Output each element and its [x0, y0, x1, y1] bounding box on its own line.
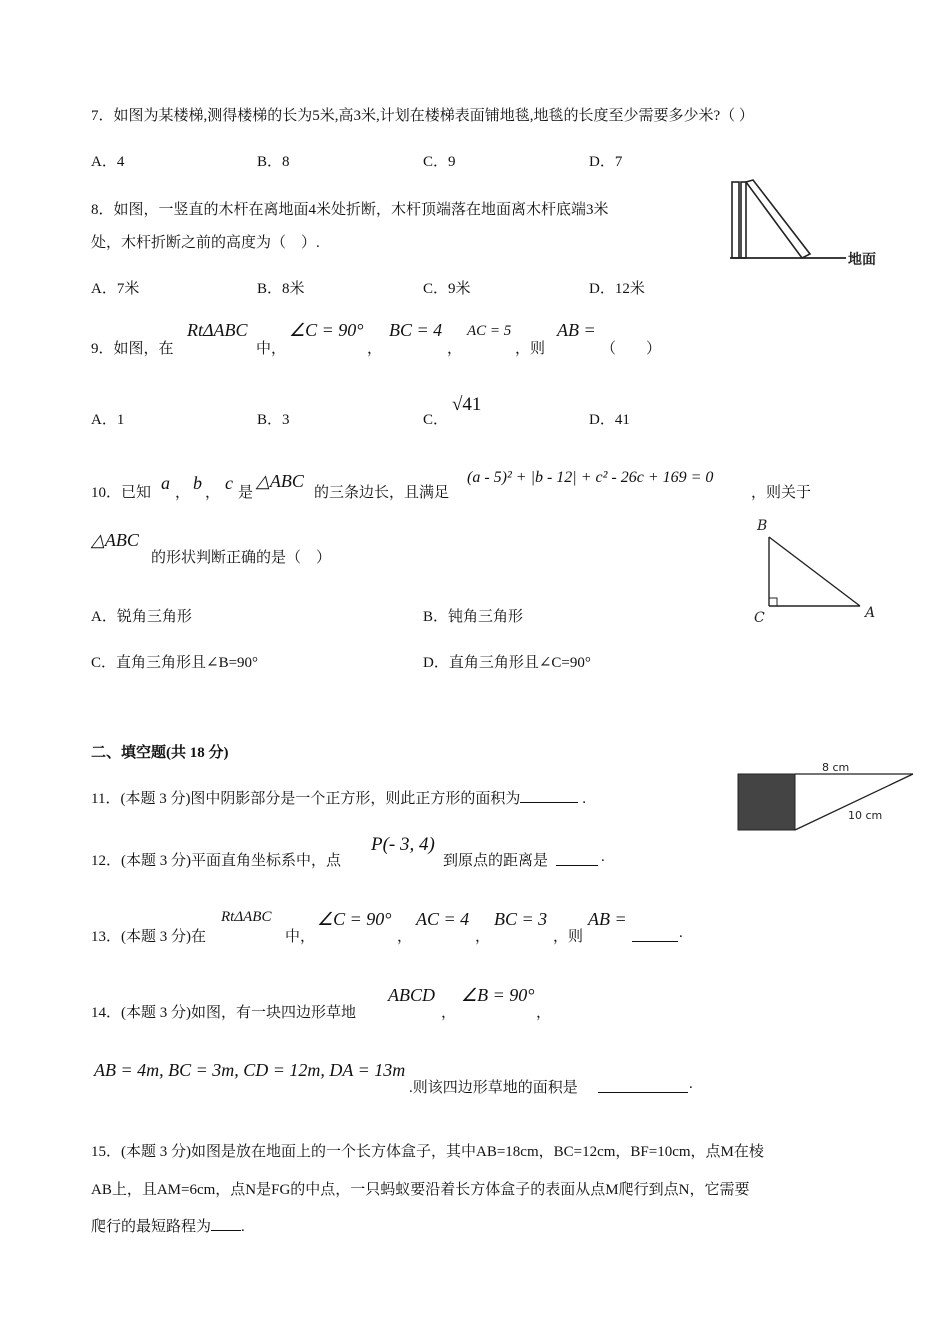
q14-prefix: 14．(本题 3 分)如图，有一块四边形草地: [91, 1005, 356, 1021]
q8-option-c: C．9米: [423, 281, 471, 297]
pole-left: [732, 182, 739, 258]
q9-mid: 中，: [256, 341, 287, 357]
section-2-title: 二、填空题(共 18 分): [91, 745, 229, 761]
q14-line2: [91, 1058, 791, 1098]
q15-line2: AB上，且AM=6cm，点N是FG的中点，一只蚂蚁要沿着长方体盒子的表面从点M爬行到点N，它需要: [91, 1182, 750, 1198]
q14-equation: AB = 4m, BC = 3m, CD = 12m, DA = 13m: [94, 1060, 406, 1080]
q9-ac: AC = 5: [467, 323, 512, 339]
q10-option-d: D．直角三角形且∠C=90°: [423, 655, 591, 671]
q13-end: .: [679, 925, 683, 941]
q15-line1: 15．(本题 3 分)如图是放在地面上的一个长方体盒子，其中AB=18cm，BC=12cm，BF=10cm，点M在棱: [91, 1144, 764, 1160]
q14-comma2: ，: [536, 1005, 552, 1021]
q13-prefix: 13．(本题 3 分)在: [91, 929, 206, 945]
q9-paren: （ ）: [601, 341, 662, 357]
q14-blank[interactable]: [598, 1078, 688, 1093]
q12-blank[interactable]: [556, 851, 598, 866]
shaded-square: [738, 774, 795, 830]
q13-mid: 中，: [285, 929, 316, 945]
q9-prefix: 9．如图，在: [91, 341, 174, 357]
q8-option-a: A．7米: [91, 281, 140, 297]
q10-line1: [91, 465, 851, 505]
q11-text: 11．(本题 3 分)图中阴影部分是一个正方形，则此正方形的面积为: [91, 791, 521, 807]
q8-option-d: D．12米: [589, 281, 645, 297]
q10-triangle: △ABC: [256, 471, 304, 491]
q13-triangle: RtΔABC: [221, 909, 272, 925]
q10-b: b: [193, 473, 202, 493]
q8-broken-pole-figure: [728, 176, 888, 271]
q10-comma1: ，: [175, 485, 191, 501]
q10-triangle2: △ABC: [91, 530, 139, 550]
q9-option-c: C．: [423, 412, 449, 428]
q15-line3-wrap: [91, 1215, 245, 1236]
q14-tail: .则该四边形草地的面积是: [409, 1080, 578, 1096]
q10-equation: (a - 5)² + |b - 12| + c² - 26c + 169 = 0: [467, 469, 714, 486]
pole-inner: [741, 182, 746, 258]
q10-is: 是: [238, 485, 254, 501]
q10-mid: 的三条边长，且满足: [314, 485, 450, 501]
q15-blank[interactable]: [211, 1216, 241, 1231]
q12-tail: 到原点的距离是: [443, 853, 549, 869]
q9-ab: AB =: [557, 320, 596, 340]
q12-prefix: 12．(本题 3 分)平面直角坐标系中，点: [91, 853, 341, 869]
q9-option-d: D．41: [589, 412, 630, 428]
q9-angle: ∠C = 90°: [289, 320, 364, 340]
q13-line: [91, 907, 791, 947]
q13-blank[interactable]: [632, 927, 678, 942]
q10-a: a: [161, 473, 170, 493]
q13-bc: BC = 3: [494, 909, 548, 929]
q9-sep2: ，: [447, 341, 463, 357]
q10-right-triangle-figure: [745, 515, 885, 630]
q9-option-a: A．1: [91, 412, 125, 428]
q10-line2-text: 的形状判断正确的是（ ）: [151, 550, 332, 566]
q7-text: 7．如图为某楼梯,测得楼梯的长为5米,高3米,计划在楼梯表面铺地毯,地毯的长度至少需要多少米?（ ）: [91, 108, 754, 124]
q13-angle: ∠C = 90°: [317, 909, 392, 929]
q10-tail: ，则关于: [751, 485, 812, 501]
q11-square-figure: [736, 760, 916, 835]
q14-comma: ，: [441, 1005, 457, 1021]
vertex-c-label: C: [754, 610, 765, 626]
q13-then: ，则: [553, 929, 584, 945]
q13-comma1: ，: [397, 929, 413, 945]
side-ab: [769, 537, 860, 606]
q8-option-b: B．8米: [257, 281, 305, 297]
q14-end: .: [689, 1076, 693, 1092]
q9-sqrt-41: √41: [452, 394, 482, 415]
q10-c: c: [225, 473, 233, 493]
q11-line: [91, 787, 586, 808]
q8-line1: 8．如图，一竖直的木杆在离地面4米处折断，木杆顶端落在地面离木杆底端3米: [91, 202, 609, 218]
q7-option-d: D．7: [589, 154, 623, 170]
q9-option-b: B．3: [257, 412, 290, 428]
q14-angle: ∠B = 90°: [461, 985, 535, 1005]
q9-sep1: ，: [367, 341, 383, 357]
q9-bc: BC = 4: [389, 320, 443, 340]
q9-triangle: RtΔABC: [187, 320, 248, 340]
label-10cm: 10 cm: [848, 809, 883, 822]
q15-end: .: [241, 1219, 245, 1235]
q7-option-a: A．4: [91, 154, 125, 170]
vertex-b-label: B: [757, 518, 768, 534]
pole-fallen: [746, 180, 810, 258]
q10-prefix: 10．已知: [91, 485, 152, 501]
q13-ab: AB =: [588, 909, 627, 929]
q7-option-b: B．8: [257, 154, 290, 170]
q9-then: ，则: [515, 341, 546, 357]
q14-line1: [91, 983, 791, 1023]
q13-ac: AC = 4: [416, 909, 470, 929]
q12-line: [91, 832, 691, 872]
q11-blank[interactable]: [520, 788, 578, 803]
q8-line2: 处，木杆折断之前的高度为（ ）.: [91, 235, 320, 251]
q10-comma2: ，: [205, 485, 221, 501]
q7-option-c: C．9: [423, 154, 456, 170]
ground-label: 地面: [848, 252, 876, 268]
q10-option-c: C．直角三角形且∠B=90°: [91, 655, 259, 671]
q14-quad: ABCD: [388, 985, 435, 1005]
q11-end: .: [582, 791, 586, 807]
right-angle-mark: [769, 598, 777, 606]
q13-comma2: ，: [475, 929, 491, 945]
label-8cm: 8 cm: [822, 761, 850, 774]
vertex-a-label: A: [865, 605, 876, 621]
q12-point: P(- 3, 4): [371, 834, 435, 855]
q10-option-a: A．锐角三角形: [91, 609, 192, 625]
q15-line3: 爬行的最短路程为: [91, 1219, 212, 1235]
q12-end: .: [601, 849, 605, 865]
q10-option-b: B．钝角三角形: [423, 609, 524, 625]
